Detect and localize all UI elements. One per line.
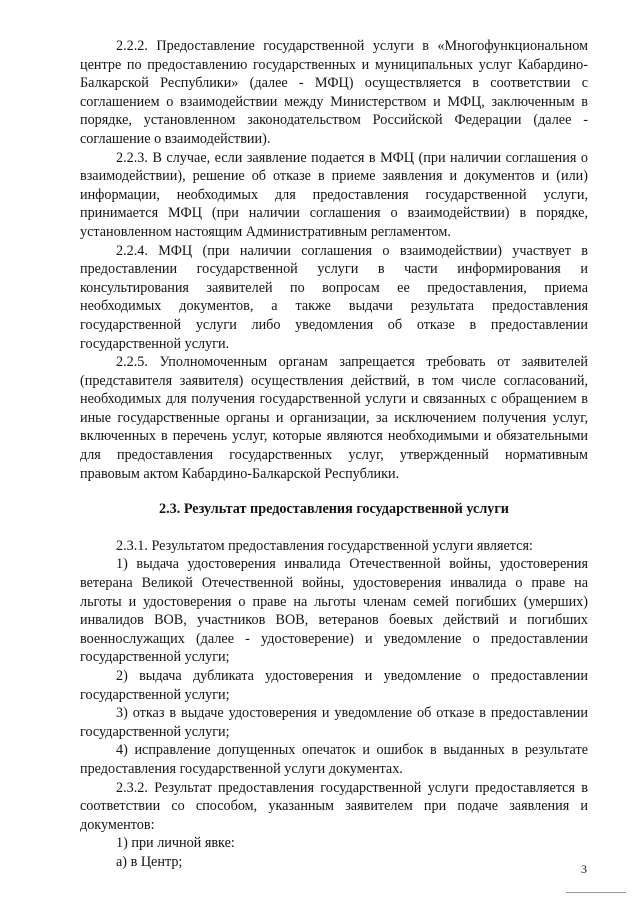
list-item-3: 3) отказ в выдаче удостоверения и уведомление об отказе в предоставлении государственной услуги;: [80, 705, 588, 740]
list-item-1: 1) выдача удостоверения инвалида Отечественной войны, удостоверения ветерана Великой Отечественной войны, удостоверения инвалида о праве на льготы и удостоверения о праве на льготы членам семей погибших (умерших) инвалидов ВОВ, участников ВОВ, ветеранов боевых действий и погибших военнослужащих (далее - удостоверение) и уведомление о предоставлении государственной услуги;: [80, 556, 588, 666]
sub-item-center: а) в Центр;: [116, 853, 183, 870]
list-item-4: 4) исправление допущенных опечаток и ошибок в выданных в результате предоставления государственной услуги документах.: [80, 742, 588, 777]
paragraph-2-2-5: 2.2.5. Уполномоченным органам запрещается требовать от заявителей (представителя заявителя) осуществления действий, в том числе согласований, необходимых для получения государственной услуги и связанных с обращением в иные государственные органы и организации, за исключением получения услуг, включенных в перечень услуг, которые являются необходимыми и обязательными для предоставления государственных услуг, утвержденный нормативным правовым актом Кабардино-Балкарской Республики.: [80, 354, 588, 482]
paragraph-2-2-2: 2.2.2. Предоставление государственной услуги в «Многофункциональном центре по предоставлению государственных и муниципальных услуг Кабардино-Балкарской Республики» (далее - МФЦ) осуществляется в соответствии с соглашением о взаимодействии между Министерством и МФЦ, заключенным в порядке, установленном законодательством Российской Федерации (далее - соглашение о взаимодействии).: [80, 38, 588, 147]
paragraph-2-2-4: 2.2.4. МФЦ (при наличии соглашения о взаимодействии) участвует в предоставлении государственной услуги в части информирования и консультирования заявителей по вопросам ее предоставления, приема необходимых документов, а также выдачи результата предоставления государственной услуги либо уведомления об отказе в предоставлении государственной услуги.: [80, 242, 588, 352]
paragraph-2-3-1: 2.3.1. Результатом предоставления государственной услуги является:: [116, 537, 533, 554]
sub-item-personal: 1) при личной явке:: [116, 835, 235, 852]
paragraph-2-3-2: 2.3.2. Результат предоставления государственной услуги предоставляется в соответствии со способом, указанным заявителем при подаче заявления и документов:: [80, 779, 588, 833]
list-item-2: 2) выдача дубликата удостоверения и уведомление о предоставлении государственной услуги;: [80, 668, 588, 703]
document-body: [80, 37, 588, 872]
paragraph-2-2-3: 2.2.3. В случае, если заявление подается в МФЦ (при наличии соглашения о взаимодействии), решение об отказе в приеме заявления и документов и (или) информации, необходимых для предоставления государственной услуги, принимается МФЦ (при наличии соглашения о взаимодействии) в порядке, установленном настоящим Административным регламентом.: [80, 149, 588, 240]
section-heading: 2.3. Результат предоставления государственной услуги: [158, 501, 509, 518]
footer-rule: [566, 892, 626, 893]
page-number: 3: [581, 862, 587, 876]
